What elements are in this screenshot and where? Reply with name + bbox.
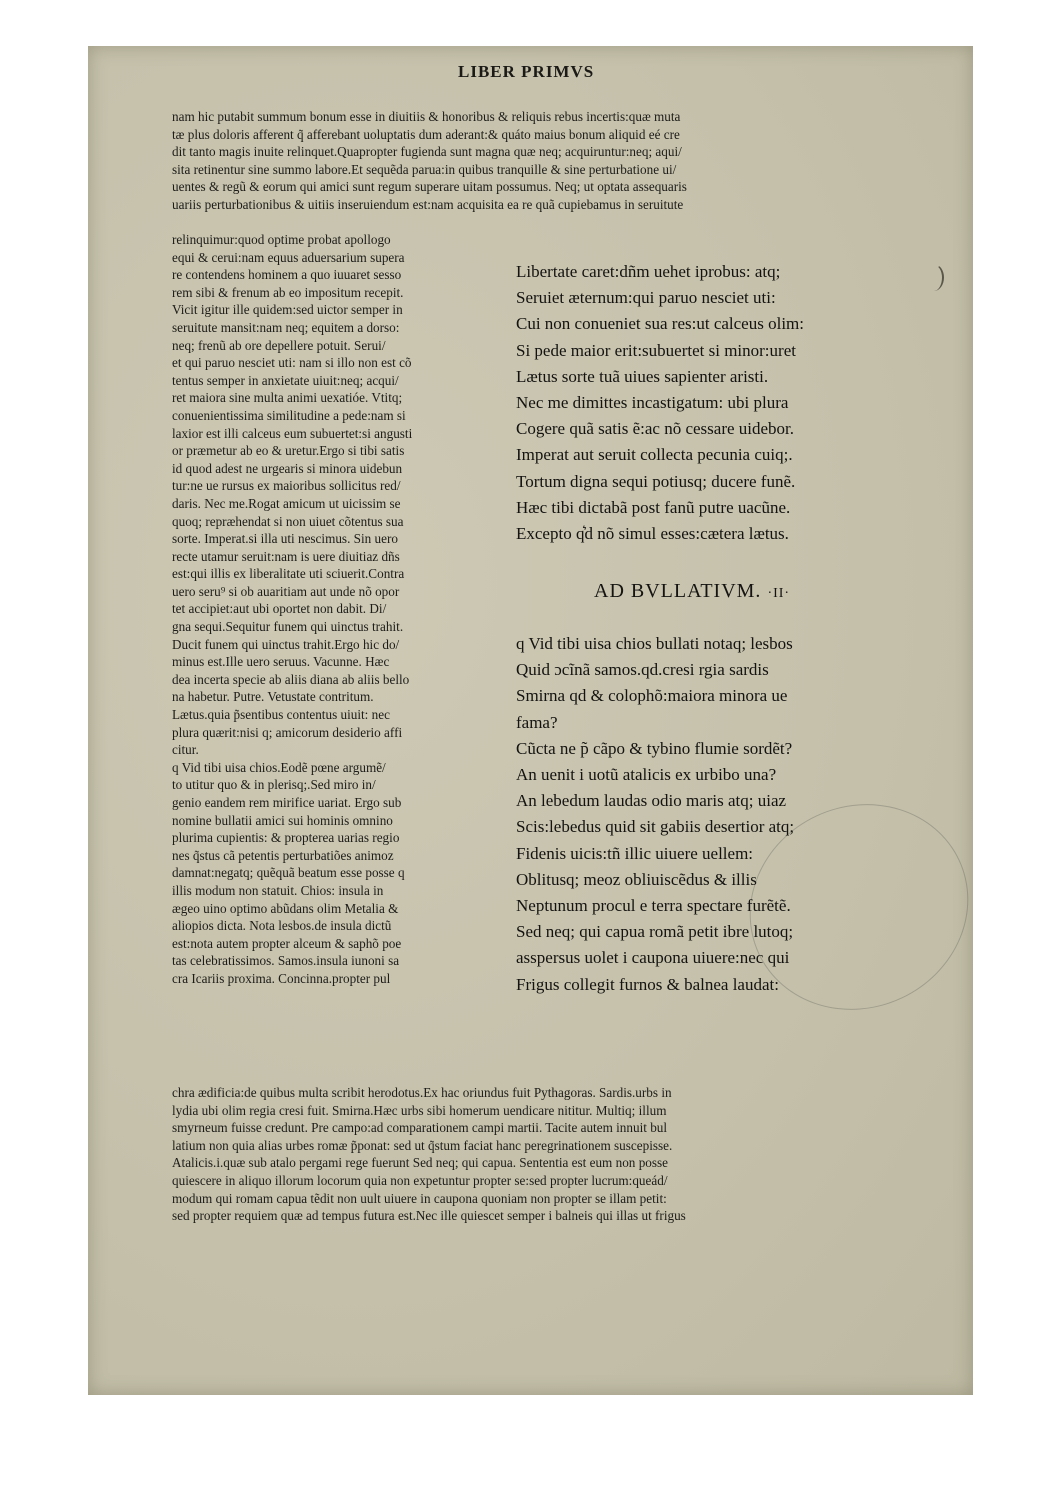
text-line: plurima cupientis: & propterea uarias regio (172, 830, 400, 846)
text-line: id quod adest ne urgearis si minora uidebun (172, 460, 403, 476)
text-line: damnat:negatq; quẽquã beatum esse posse q (172, 865, 405, 881)
verse-line: Libertate caret:dñm uehet iprobus: atq; (516, 262, 781, 281)
commentary-top (172, 108, 972, 214)
text-line: lydia ubi olim regia cresi fuit. Smirna.Hæc urbs sibi homerum uendicare nititur. Multiq; illum (172, 1102, 667, 1118)
text-line: q Vid tibi uisa chios.Eodẽ pœne argumẽ/ (172, 759, 386, 775)
verse-line: Cũcta ne p̃ cãpo & tybino flumie sordẽt? (516, 738, 793, 758)
text-line: nam hic putabit summum bonum esse in diuitiis & honoribus & reliquis rebus incertis:quæ muta (172, 109, 681, 124)
text-line: chra ædificia:de quibus multa scribit herodotus.Ex hac oriundus fuit Pythagoras. Sardis.urbs in (172, 1085, 672, 1100)
text-line: cra Icariis proxima. Concinna.propter pul (172, 970, 391, 986)
text-line: nomine bullatii amici sui hominis omnino (172, 812, 393, 828)
text-line: plura quærit:nisi q; amicorum desiderio affi (172, 724, 403, 740)
verse-line: q Vid tibi uisa chios bullati notaq; lesbos (516, 634, 793, 653)
text-line: Atalicis.i.quæ sub atalo pergami rege fuerunt Sed neq; qui capua. Sententia est eum non posse (172, 1155, 668, 1171)
verse-line: Cogere quã satis ẽ:ac nõ cessare uidebor. (516, 419, 795, 439)
verse-line: Quid ɔcĩnã samos.qd.cresi rgia sardis (516, 660, 769, 680)
verse-line: Lætus sorte tuã uiues sapienter aristi. (516, 366, 769, 386)
text-line: laxior est illi calceus eum subuertet:si angusti (172, 425, 413, 441)
text-line: rem sibi & frenum ab eo impositum recepit. (172, 284, 404, 300)
verse-line: fama? (516, 712, 558, 732)
text-line: sed propter requiem quæ ad tempus futura est.Nec ille quiescet semper i balneis qui illas ut frigus (172, 1208, 686, 1224)
verse-line: Hæc tibi dictabã post fanũ putre uacũne. (516, 497, 791, 517)
text-line: est:qui illis ex liberalitate uti sciuerit.Contra (172, 566, 405, 582)
text-line: tas celebratissimos. Samos.insula iunoni sa (172, 953, 400, 969)
text-line: illis modum non statuit. Chios: insula in (172, 882, 384, 898)
text-line: genio eandem rem mirifice uariat. Ergo sub (172, 795, 402, 810)
text-line: quiescere in aliquo illorum locorum quia non expetuntur propter se:sed propter lucrum:queád/ (172, 1172, 668, 1188)
text-line: relinquimur:quod optime probat apollogo (172, 232, 391, 247)
text-line: or præmetur ab eo & uretur.Ergo si tibi satis (172, 443, 405, 459)
text-line: est:nota autem propter alceum & saphõ poe (172, 935, 402, 951)
text-line: re contendens hominem a quo iuuaret sesso (172, 267, 402, 283)
text-line: dea incerta specie ab aliis diana ab aliis bello (172, 671, 410, 687)
section-number: ·II· (767, 586, 791, 601)
text-line: seruitute mansit:nam neq; equitem a dorso: (172, 319, 400, 335)
book-page (88, 46, 973, 1395)
section-title (594, 580, 790, 603)
verse-line: Seruiet æternum:qui paruo nesciet uti: (516, 288, 776, 308)
section-title-text: AD BVLLATIVM. (594, 580, 762, 602)
verse-line: Si pede maior erit:subuertet si minor:uret (516, 340, 796, 360)
text-line: Lætus.quia p̃sentibus contentus uiuit: nec (172, 707, 390, 723)
verse-line: Scis:lebedus quid sit gabiis desertior atq; (516, 817, 795, 837)
text-line: dit tanto magis inuite relinquet.Quapropter fugienda sunt magna quæ neq; acquiruntur:neq; aqui/ (172, 144, 682, 160)
verse-line: Neptunum procul e terra spectare furẽtẽ. (516, 896, 791, 916)
verse-line: An uenit i uotũ atalicis ex urbibo una? (516, 765, 777, 785)
text-line: sita retinentur sine summo labore.Et sequẽda parua:in quibus tranquille & sine perturbatione ui/ (172, 161, 677, 177)
text-line: nes q̃stus cã petentis perturbatiões animoz (172, 847, 394, 863)
text-line: modum qui romam capua tẽdit non uult uiuere in caupona quoniam non propter se illam petit: (172, 1190, 667, 1206)
verse-line: Sed neq; qui capua romã petit ibre lutoq; (516, 922, 794, 942)
margin-mark (924, 264, 944, 291)
text-line: uentes & regũ & eorum qui amici sunt regum superare uitam possumus. Neq; ut optata assequaris (172, 179, 687, 195)
text-line: smyrneum fuisse credunt. Pre campo:ad comparationem campi martii. Tacite autem innuit bul (172, 1120, 668, 1136)
text-line: na habetur. Putre. Vetustate contritum. (172, 689, 374, 705)
text-line: tæ plus doloris afferent q̃ afferebant uoluptatis dum aderant:& quáto maius bonum aliquid eé cre (172, 126, 680, 142)
text-line: minus est.Ille uero seruus. Vacunne. Hæc (172, 654, 390, 670)
running-header: LIBER PRIMVS (458, 62, 595, 81)
verse-line: Oblitusq; meoz obliuiscẽdus & illis (516, 869, 757, 889)
verse-line: Cui non conueniet sua res:ut calceus olim: (516, 314, 804, 334)
verse-line: Nec me dimittes incastigatum: ubi plura (516, 393, 789, 413)
text-line: ægeo uino optimo abũdans olim Metalia & (172, 900, 399, 916)
text-line: daris. Nec me.Rogat amicum ut uicissim se (172, 495, 401, 511)
text-line: aliopios dicta. Nota lesbos.de insula dictũ (172, 918, 392, 934)
text-line: Ducit funem qui uinctus trahit.Ergo hic do/ (172, 636, 400, 652)
verse-line: Frigus collegit furnos & balnea laudat: (516, 974, 779, 994)
verse-line: asspersus uolet i caupona uiuere:nec qui (516, 948, 790, 968)
verse-line: Excepto q͛d nõ simul esses:cætera lætus. (516, 524, 789, 544)
text-line: sorte. Imperat.si illa uti nescimus. Sin uero (172, 531, 398, 547)
text-line: quoq; repræhendat si non uiuet cõtentus sua (172, 513, 404, 529)
text-line: to utitur quo & in plerisq;.Sed miro in/ (172, 777, 376, 793)
text-line: tet accipiet:aut ubi oportet non dabit. Di/ (172, 601, 387, 617)
verse-column-epistle (516, 259, 926, 547)
text-line: recte utamur seruit:nam is uere diuitiaz dñs (172, 548, 400, 564)
text-line: uariis perturbationibus & uitiis inseruiendum est:nam acquisita ea re quã cupiebamus in seruitute (172, 196, 684, 212)
text-line: et qui paruo nesciet uti: nam si illo non est cõ (172, 355, 412, 371)
commentary-bottom (172, 1084, 972, 1225)
text-line: latium non quia alias urbes romæ p̃ponat: sed ut q̃stum faciat hanc peregrinationem suscepisse. (172, 1137, 673, 1153)
verse-column-bullatius (516, 631, 926, 998)
text-line: uero seru⁹ si ob auaritiam aut unde nõ opor (172, 583, 400, 599)
verse-line: Imperat aut seruit collecta pecunia cuiq;. (516, 445, 793, 465)
text-line: tur:ne ue rursus ex maioribus sollicitus red/ (172, 478, 401, 494)
verse-line: Tortum digna sequi potiusq; ducere funẽ. (516, 471, 796, 491)
text-line: tentus semper in anxietate uiuit:neq; acqui/ (172, 372, 399, 388)
verse-line: An lebedum laudas odio maris atq; uiaz (516, 791, 787, 811)
text-line: equi & cerui:nam equus aduersarium supera (172, 249, 405, 265)
text-line: gna sequi.Sequitur funem qui uinctus trahit. (172, 619, 404, 635)
commentary-column (172, 231, 512, 988)
text-line: conuenientissima similitudine a pede:nam si (172, 407, 406, 423)
text-line: neq; frenũ ab ore depellere potuit. Serui/ (172, 337, 386, 353)
text-line: Vicit igitur ille quidem:sed uictor semper in (172, 302, 403, 318)
verse-line: Fidenis uicis:tñ illic uiuere uellem: (516, 843, 754, 863)
text-line: ret maiora sine multa animi uexatióe. Vtitq; (172, 390, 403, 406)
verse-line: Smirna qd & colophõ:maiora minora ue (516, 686, 788, 706)
text-line: citur. (172, 742, 199, 758)
